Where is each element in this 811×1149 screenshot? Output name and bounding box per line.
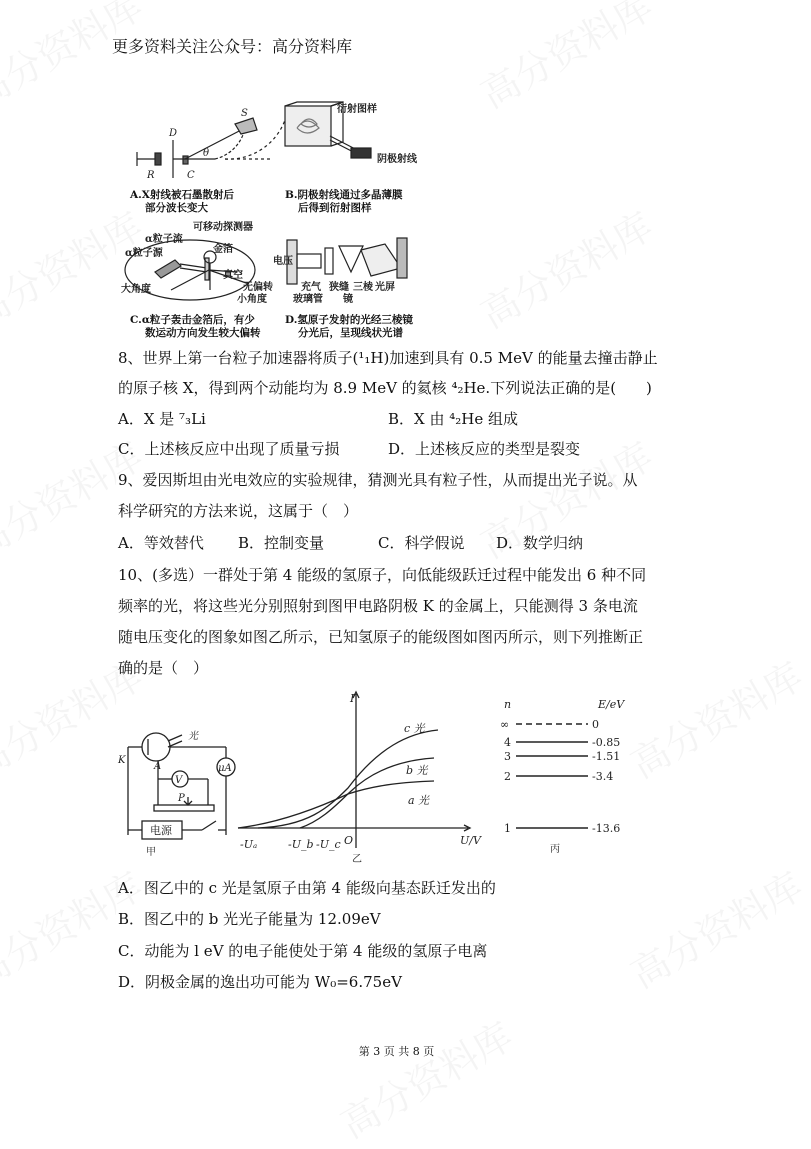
origin-label: O <box>344 834 354 847</box>
level-e-inf: 0 <box>592 718 599 731</box>
a-light-label: a 光 <box>408 794 430 807</box>
label-theta: θ <box>203 148 210 159</box>
y-axis-label: I <box>350 692 355 705</box>
caption-d-1: D.氢原子发射的光经三棱镜 <box>285 314 413 326</box>
tick-neg-ua: -Uₐ <box>240 838 258 851</box>
label-c: C <box>187 170 195 181</box>
caption-c-2: 数运动方向发生较大偏转 <box>145 327 261 339</box>
label-screen: 光屏 <box>375 282 395 293</box>
label-cathode-ray: 阴极射线 <box>377 154 417 165</box>
label-gas: 充气 <box>301 282 321 293</box>
physics-experiments-figure <box>121 100 445 350</box>
watermark <box>619 856 811 999</box>
watermark <box>469 0 661 119</box>
level-n-3: 3 <box>504 750 511 763</box>
watermark <box>329 1006 521 1149</box>
label-diffraction: 衍射图样 <box>337 104 377 115</box>
level-e-3: -1.51 <box>592 750 621 763</box>
label-alpha-flow: α粒子流 <box>145 234 183 245</box>
caption-b-1: B.阴极射线通过多晶薄膜 <box>285 189 403 201</box>
level-n-2: 2 <box>504 770 511 783</box>
circuit-p-label: P <box>178 793 185 804</box>
q9-line-2: 科学研究的方法来说，这属于（ ） <box>118 502 359 520</box>
power-source-label: 电源 <box>150 824 172 837</box>
label-voltage: 电压 <box>273 256 293 267</box>
label-glass-tube: 玻璃管 <box>293 294 323 305</box>
photocurrent-graph <box>238 688 483 866</box>
tick-neg-ub: -U_b <box>288 838 314 851</box>
level-e-1: -13.6 <box>592 822 621 835</box>
q10-option-c: C．动能为 l eV 的电子能使处于第 4 能级的氢原子电离 <box>118 942 488 960</box>
q9-option-a: A．等效替代 <box>118 534 204 552</box>
q8-option-c: C．上述核反应中出现了质量亏损 <box>118 440 340 458</box>
label-gold-foil: 金箔 <box>213 244 233 255</box>
label-vacuum: 真空 <box>223 270 243 281</box>
n-axis-label: n <box>504 698 512 711</box>
voltmeter-label: V <box>175 775 183 786</box>
energy-axis-label: E/eV <box>598 698 625 711</box>
circuit-diagram <box>118 725 238 858</box>
q9-option-d: D．数学归纳 <box>496 534 584 552</box>
label-detector: 可移动探测器 <box>193 222 253 233</box>
q10-line-1: 10、(多选）一群处于第 4 能级的氢原子，向低能级跃迁过程中能发出 6 种不同 <box>118 566 647 584</box>
q8-line-1: 8、世界上第一台粒子加速器将质子(¹₁H)加速到具有 0.5 MeV 的能量去撞击静止 <box>118 349 658 367</box>
label-alpha-source: α粒子源 <box>125 248 163 259</box>
level-n-inf: ∞ <box>500 718 510 731</box>
label-large-angle: 大角度 <box>121 284 151 295</box>
q10-option-b: B．图乙中的 b 光光子能量为 12.09eV <box>118 910 381 928</box>
q10-option-a: A．图乙中的 c 光是氢原子由第 4 能级向基态跃迁发出的 <box>118 879 496 897</box>
caption-c-1: C.α粒子轰击金箔后，有少 <box>130 314 255 326</box>
q10-line-2: 频率的光，将这些光分别照射到图甲电路阴极 K 的金属上，只能测得 3 条电流 <box>118 597 638 615</box>
circuit-light-label: 光 <box>188 731 198 742</box>
q10-line-3: 随电压变化的图象如图乙所示，已知氢原子的能级图如图丙所示，则下列推断正 <box>118 628 644 646</box>
caption-a-2: 部分波长变大 <box>145 202 208 214</box>
q8-option-b: B．X 由 ⁴₂He 组成 <box>388 410 518 428</box>
circuit-k-label: K <box>118 755 126 766</box>
figure-yi-caption: 乙 <box>352 854 362 865</box>
page-header: 更多资料关注公众号：高分资料库 <box>112 37 353 56</box>
caption-a-1: A.X射线被石墨散射后 <box>130 189 234 201</box>
b-light-label: b 光 <box>406 764 428 777</box>
caption-d-2: 分光后，呈现线状光谱 <box>298 327 403 339</box>
tick-neg-uc: -U_c <box>316 838 341 851</box>
watermark <box>469 196 661 339</box>
c-light-label: c 光 <box>404 722 425 735</box>
energy-level-diagram <box>498 696 658 856</box>
label-mirror: 镜 <box>343 294 353 305</box>
caption-b-2: 后得到衍射图样 <box>298 202 372 214</box>
page-number: 第 3 页 共 8 页 <box>358 1045 435 1058</box>
q9-option-b: B．控制变量 <box>238 534 325 552</box>
level-e-2: -3.4 <box>592 770 614 783</box>
curve-c-light <box>258 730 438 828</box>
label-no-deflection: 无偏转 <box>243 282 273 293</box>
q8-line-2: 的原子核 X，得到两个动能均为 8.9 MeV 的氦核 ⁴₂He.下列说法正确的是( ) <box>118 379 652 397</box>
q9-line-1: 9、爱因斯坦由光电效应的实验规律，猜测光具有粒子性，从而提出光子说。从 <box>118 471 638 489</box>
label-slit: 狭缝 <box>329 282 349 293</box>
q8-option-a: A．X 是 ⁷₃Li <box>118 410 206 428</box>
microammeter-label: μA <box>218 763 232 774</box>
label-small-angle: 小角度 <box>237 294 267 305</box>
label-s: S <box>241 108 248 119</box>
circuit-a-label: A <box>154 761 162 772</box>
q10-option-d: D．阴极金属的逸出功可能为 W₀=6.75eV <box>118 973 402 991</box>
q8-option-d: D．上述核反应的类型是裂变 <box>388 440 581 458</box>
x-axis-label: U/V <box>460 834 481 847</box>
label-r: R <box>147 170 155 181</box>
figure-jia-caption: 甲 <box>146 847 156 858</box>
q10-line-4: 确的是（ ） <box>118 659 209 677</box>
level-n-4: 4 <box>504 736 511 749</box>
label-d: D <box>169 128 178 139</box>
q9-option-c: C．科学假说 <box>378 534 465 552</box>
figure-bing-caption: 丙 <box>550 844 560 855</box>
level-e-4: -0.85 <box>592 736 621 749</box>
label-prism: 三棱 <box>353 282 373 293</box>
level-n-1: 1 <box>504 822 511 835</box>
